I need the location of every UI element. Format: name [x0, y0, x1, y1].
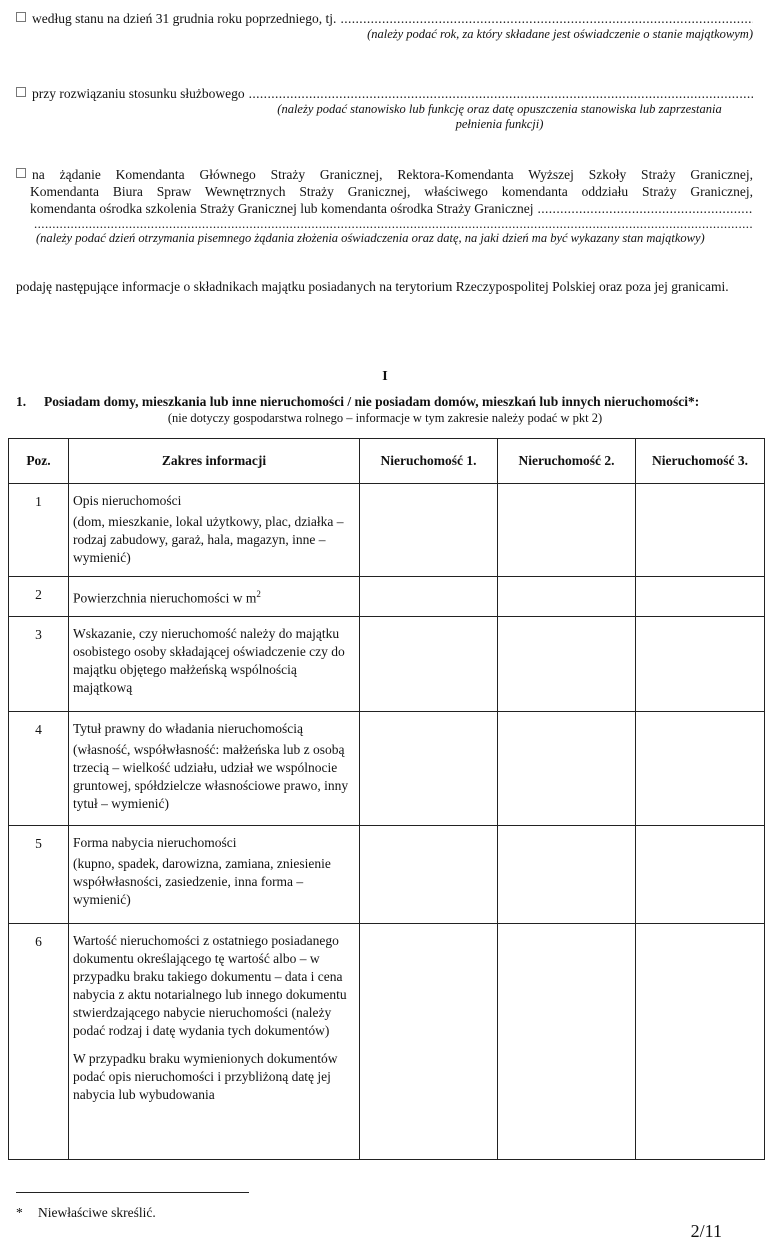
fill-in-line[interactable] — [340, 10, 753, 27]
option-hint: (należy podać stanowisko lub funkcję oraz datę opuszczenia stanowiska lub zaprzestania pełnienia funkcji) — [277, 102, 722, 131]
cell-property-1[interactable] — [360, 924, 498, 1160]
cell-property-2[interactable] — [498, 712, 636, 826]
row-description: Wskazanie, czy nieruchomość należy do majątku osobistego osoby składającej oświadczenie czy do majątku objętego małżeńską wspólnością majątkową — [69, 617, 360, 712]
table-row — [9, 712, 765, 826]
option-hint: (należy podać rok, za który składane jest oświadczenie o stanie majątkowym) — [367, 27, 753, 41]
cell-property-1[interactable] — [360, 577, 498, 617]
cell-property-1[interactable] — [360, 826, 498, 924]
option-year-end — [16, 10, 753, 42]
cell-property-1[interactable] — [360, 712, 498, 826]
header-property-2: Nieruchomość 2. — [498, 439, 636, 484]
row-description: Wartość nieruchomości z ostatniego posiadanego dokumentu określającego tę wartość albo – w przypadku braku takiego dokumentu – data i cena nabycia z aktu notarialnego lub innego dokumentu stwierdzającego nabycie nieruchomości (należy podać rodzaj i datę wydania tych dokumentów) W przypadku braku wymienionych dokumentów podać opis nieruchomości i przybliżoną datę jej nabycia lub wybudowania — [69, 924, 360, 1160]
footnote-mark: * — [16, 1205, 23, 1220]
question-text: Posiadam domy, mieszkania lub inne nieruchomości / nie posiadam domów, mieszkań lub innych nieruchomości*: — [44, 394, 700, 409]
option-text-line: na żądanie Komendanta Głównego Straży Granicznej, Rektora-Komendanta Wyższej Szkoły Straży Granicznej, — [32, 167, 753, 182]
row-number: 1 — [9, 484, 69, 577]
cell-property-3[interactable] — [636, 826, 765, 924]
cell-property-3[interactable] — [636, 617, 765, 712]
checkbox-year-end[interactable] — [16, 12, 26, 22]
section-note: (nie dotyczy gospodarstwa rolnego – informacje w tym zakresie należy podać w pkt 2) — [167, 411, 603, 425]
fill-in-line[interactable] — [249, 85, 753, 102]
row-number: 4 — [9, 712, 69, 826]
cell-property-3[interactable] — [636, 924, 765, 1160]
cell-property-2[interactable] — [498, 826, 636, 924]
option-text-line: Komendanta Biura Spraw Wewnętrznych Straży Granicznej, właściwego komendanta oddziału Straży Granicznej, — [30, 184, 753, 199]
cell-property-2[interactable] — [498, 924, 636, 1160]
cell-property-2[interactable] — [498, 577, 636, 617]
option-text-line: komendanta ośrodka szkolenia Straży Granicznej lub komendanta ośrodka Straży Granicznej — [30, 201, 534, 216]
cell-property-2[interactable] — [498, 484, 636, 577]
item-number: 1. — [16, 394, 27, 409]
cell-property-3[interactable] — [636, 577, 765, 617]
option-on-demand — [16, 166, 753, 246]
checkbox-termination[interactable] — [16, 87, 26, 97]
fill-in-line[interactable] — [537, 200, 753, 217]
header-property-3: Nieruchomość 3. — [636, 439, 765, 484]
footnote-text: Niewłaściwe skreślić. — [38, 1205, 156, 1220]
table-row — [9, 617, 765, 712]
property-table — [8, 438, 765, 1160]
row-description: Opis nieruchomości (dom, mieszkanie, lokal użytkowy, plac, działka – rodzaj zabudowy, garaż, hala, magazyn, inne – wymienić) — [69, 484, 360, 577]
page-number: 2/11 — [690, 1221, 722, 1241]
section-number: I — [382, 369, 388, 384]
row-number: 2 — [9, 577, 69, 617]
option-termination — [16, 85, 753, 132]
cell-property-1[interactable] — [360, 484, 498, 577]
row-description: Forma nabycia nieruchomości (kupno, spadek, darowizna, zamiana, zniesienie współwłasności, zasiedzenie, inna forma – wymienić) — [69, 826, 360, 924]
row-number: 5 — [9, 826, 69, 924]
checkbox-on-demand[interactable] — [16, 168, 26, 178]
row-number: 3 — [9, 617, 69, 712]
table-row — [9, 924, 765, 1160]
table-row — [9, 577, 765, 617]
intro-paragraph: podaję następujące informacje o składnikach majątku posiadanych na terytorium Rzeczypospolitej Polskiej oraz poza jej granicami. — [16, 279, 729, 294]
fill-in-line-2[interactable] — [34, 219, 753, 229]
cell-property-3[interactable] — [636, 484, 765, 577]
section-question — [16, 394, 756, 410]
table-row — [9, 826, 765, 924]
table-row — [9, 484, 765, 577]
cell-property-1[interactable] — [360, 617, 498, 712]
footnote — [16, 1205, 156, 1221]
row-description: Powierzchnia nieruchomości w $m^2$ — [69, 577, 360, 617]
header-scope: Zakres informacji — [69, 439, 360, 484]
table-header-row — [9, 439, 765, 484]
header-poz: Poz. — [9, 439, 69, 484]
footnote-divider — [16, 1192, 249, 1193]
header-property-1: Nieruchomość 1. — [360, 439, 498, 484]
row-description: Tytuł prawny do władania nieruchomością (własność, współwłasność: małżeńska lub z osobą trzecią – wielkość udziału, udział we wspólnocie gruntowej, spółdzielcze własnościowe prawo, inny tytuł – wymienić) — [69, 712, 360, 826]
cell-property-3[interactable] — [636, 712, 765, 826]
option-label: według stanu na dzień 31 grudnia roku poprzedniego, tj. — [32, 11, 337, 26]
cell-property-2[interactable] — [498, 617, 636, 712]
option-label: przy rozwiązaniu stosunku służbowego — [32, 86, 245, 101]
row-number: 6 — [9, 924, 69, 1160]
option-hint: (należy podać dzień otrzymania pisemnego żądania złożenia oświadczenia oraz datę, na jaki dzień ma być wykazany stan majątkowy) — [36, 231, 705, 245]
